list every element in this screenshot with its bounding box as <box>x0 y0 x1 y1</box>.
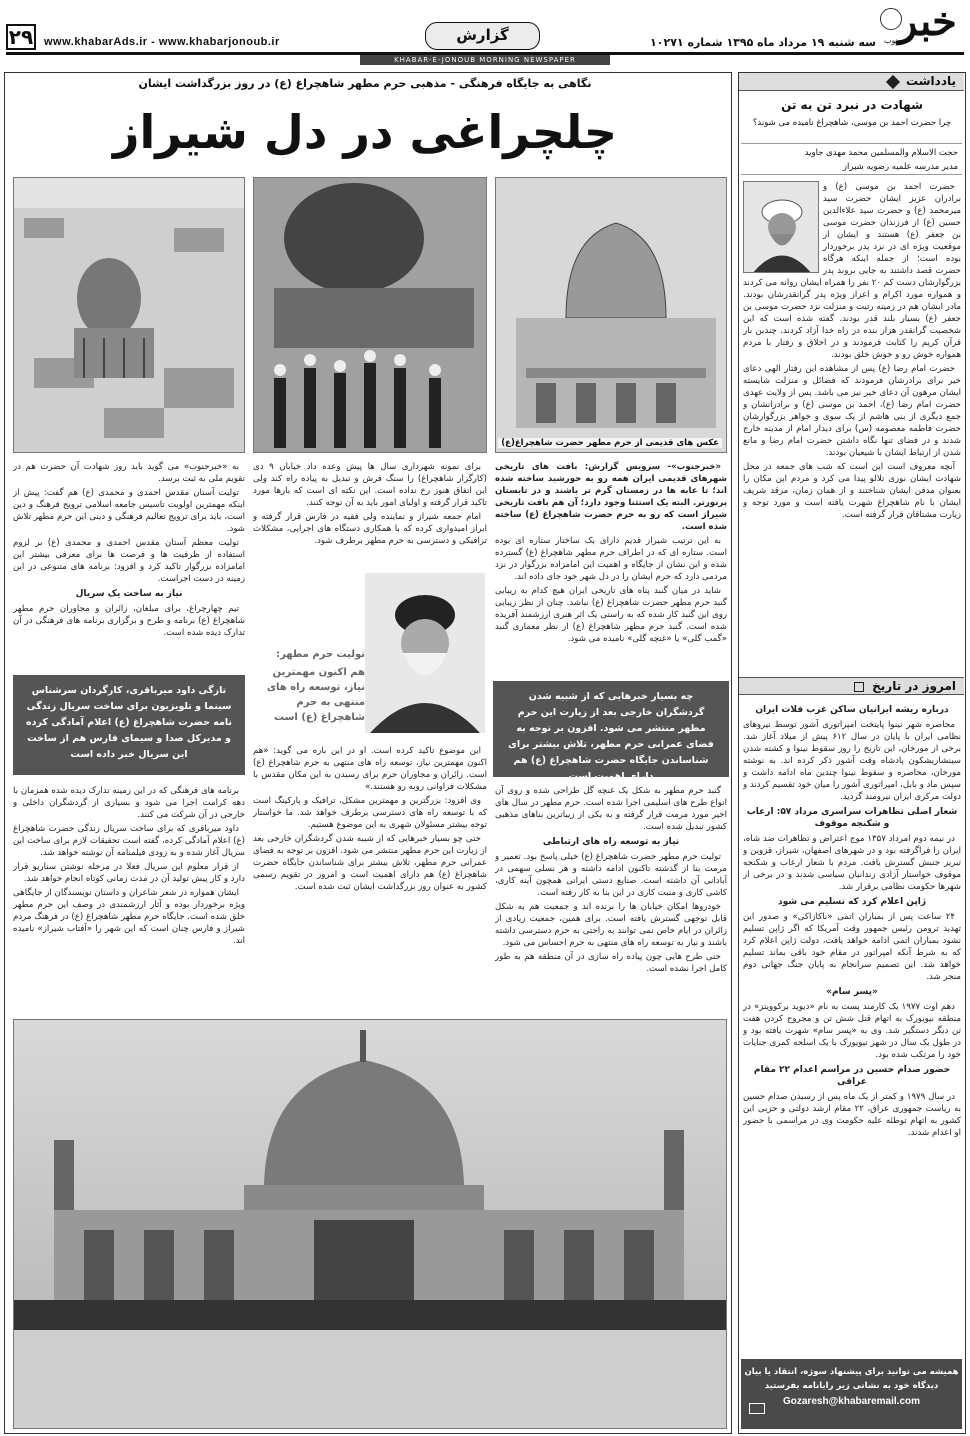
quote-block <box>253 573 487 741</box>
article-paragraph: حتی چو بسیار خبرهایی که از شیبه شدن گردشگران خارجی بعد از زیارت این حرم مطهر منتشر می شود. افزون بر توجه به فضای عمرانی حرم مطهر، تلاش بیشتر برای شناساندن جایگاه حضرت شاهچراغ (ع) هم دارای اهمیت است و امروز در تقویم رسمی کشور به عنوان روز بزرگداشت ایشان ثبت شده است. <box>253 834 487 892</box>
article-paragraph: تیم چهارچراغ، برای مبلغان، زائران و مجاوران حرم مطهر شاهچراغ (ع) برنامه و طرح و برگزاری برنامه های فرهنگی در آن تدارک دیده شده است. <box>13 604 245 638</box>
article-paragraph: به «خبرجنوب» می گوید باید روز شهادت آن حضرت هم در تقویم ملی به ثبت برسد. <box>13 462 245 484</box>
calendar-icon <box>854 682 864 692</box>
website-url[interactable]: www.khabarAds.ir - www.khabarjonoub.ir <box>44 36 280 48</box>
note-paragraph: حضرت احمد بن موسی (ع) و برادران عزیز ایشان حضرت سید میرمحمد (ع) و حضرت سید علاءالدین حسین (ع) از فرزندان حضرت موسی بن جعفر (ع) هستند و ایشان از موقعیت ویژه ای در نزد پدر برخوردار بوده است؛ از جمله اینکه هرگاه حضرت قصد داشتند به جایی بروند پدر بزرگوارشان دست کم ۲۰ نفر را همراه ایشان روانه می کردند و همواره مورد اکرام و اعزاز ویژه پدر گرانقدرشان بودند. مادر ایشان هم در زمینه رتبت و منزلت نزد حضرت موسی بن جعفر (ع) بسیار بلند قدر بودند. گفته شده است که این شخصیت گرانقدر هزار بنده در راه خدا آزاد کردند. چندین بار قرآن کریم را کتابت فرمودند و در اخلاق و رفتار با مردم همواره خوش رو و خوش خلق بودند. <box>743 182 961 360</box>
note-label-bar <box>739 73 964 91</box>
history-title: ژاپن اعلام کرد که تسلیم می شود <box>777 897 927 907</box>
logo-text: خبر <box>898 0 957 45</box>
note-paragraph: آنچه معروف است این است که شب های جمعه در محل شهادت ایشان نوری تلالو پیدا می کرد و مردم این مکان را بعنوان مدفن ایشان شناختند و از همان زمان، مرقد شریف ایشان با نام شاهچراغ شهرت یافته است و مورد توجه و زیارت مشتاقان قرار گرفته است. <box>743 462 961 520</box>
article-headline: چلچراغی در دل شیراز <box>113 105 617 159</box>
history-text: در نیمه دوم امرداد ۱۳۵۷ موج اعتراض و تظاهرات ضد شاه، ایران را فراگرفته بود و در شهرهای اصفهان، شیراز، قزوین و تبریز جنبش گسترش یافت. مردم با شعار ارعاب و شکنجه موقوف خواستار آزادی زندانیان سیاسی شدند و در برخی از شهرها حکومت نظامی برقرار شد. <box>743 834 961 892</box>
article-paragraph: حتی طرح هایی چون پیاده راه سازی در آن منطقه هم به طور کامل اجرا نشده است. <box>495 952 727 974</box>
history-text: در سال ۱۹۷۹ و کمتر از یک ماه پس از رسیدن صدام حسین به ریاست جمهوری عراق، ۲۲ مقام ارشد دولتی و حزبی این کشور به اتهام توطئه علیه حکومت وی در مراسمی با حضور او اعدام شدند. <box>743 1092 961 1138</box>
article-paragraph: از قرار معلوم این سریال فعلا در مرحله نوشتن سناریو قرار دارد و کار پیش تولید آن در مدت زمانی کوتاه انجام خواهد شد. <box>13 862 245 884</box>
pen-icon <box>886 75 900 89</box>
article-paragraph: تولیت معظم آستان مقدس احمدی و محمدی (ع) بر لزوم استفاده از ظرفیت ها و فرصت ها برای معرفی بیشتر این امامزاده بزرگوار تاکید کرد و افزود: برنامه های متنوعی در این زمینه در دست اجراست. <box>13 538 245 584</box>
cleric-photo <box>365 573 485 733</box>
history-text: محاصره شهر نینوا پایتخت امپراتوری آشور توسط نیروهای نظامی ایران با پایان در سال ۶۱۲ پیش از میلاد آغاز شد. برخی از مورخان، این تاریخ را روز سقوط نینوا و کشته شدن سینشاریشکون پادشاه وقت آشور ذکر کرده اند. به نوشته مورخان، محاصره و سقوط نینوا چندین ماه ادامه داشت و سپس ماد و بابل، امپراتوری آشور را میان خود تقسیم کردند و دولت مرکزی ایران نیرومند گردید. <box>743 720 961 802</box>
author-box <box>741 143 962 175</box>
promo-box[interactable] <box>741 1359 962 1429</box>
article-col-2-continued <box>253 745 487 1015</box>
article-paragraph: این موضوع تاکید کرده است. او در این باره می گوید: «هم اکنون مهمترین نیاز، توسعه راه های منتهی به حرم شاهچراغ (ع) است. زائران و مجاوران حرم برای رسیدن به این مکان مقدس با مشکلات فراوانی روبه رو هستند.» <box>253 746 487 792</box>
history-text: دهم اوت ۱۹۷۷ یک کارمند پست به نام «دیوید برکوویتز» در منطقه نیویورک به اتهام قتل شش تن و مجروح کردن هفت تن دیگر دستگیر شد. وی به «پسر سام» شهرت یافته بود و در طول یک سال در شهر نیویورک با یک اسلحه کمری جنایات خود را مرتکب شده بود. <box>743 1002 961 1060</box>
page-number-box: ۲۹ <box>6 24 36 50</box>
note-title: شهادت در نبرد تن به تن <box>781 98 923 112</box>
article-col-1-continued <box>495 785 727 1015</box>
history-title: شعار اصلی تظاهرات سراسری مرداد ۵۷: ارعاب و شکنجه موقوف <box>746 807 958 829</box>
sidebar <box>738 72 966 1434</box>
note-paragraph: حضرت امام رضا (ع) پس از مشاهده این رفتار الهی دعای خیر برای برادرشان فرمودند که فضائل و منزلت شایسته ایشان مرهون آن دعای خیر نیز می باشد. پس از ولایت عهدی حضرت امام رضا (ع)، احمد بن موسی (ع) و برادرانشان و جمع دیگری از بنی هاشم از یک سوی و خواهر بزرگوارشان حضرت فاطمه معصومه (س) برای دیدار امام از مدینه خارج شدند و در فضای تنها نگاه داشتن حضرت امام رضا و مانع شدن از ارتباط ایشان با شیعیان بودند. <box>743 364 961 458</box>
article-paragraph: خودروها امکان خیابان ها را برنده اند و جمعیت هم به شکل قابل توجهی گسترش یافته است. برای همین، جمعیت زیادی از زائران در ایام خاص نمی توانند به راحتی به حرم دسترسی داشته باشند و نیاز به توسعه راه های منتهی به حرم احساس می شود. <box>495 902 727 948</box>
article-paragraph: برای نمونه شهرداری سال ها پیش وعده داد خیابان ۹ دی (کارگزار شاهچراغ) را سنگ فرش و تبدیل به پیاده راه کند ولی این اتفاق هنوز رخ نداده است. این نکته ای است که بارها مورد تاکید قرار گرفته و اولیای امور باید به آن توجه کنند. <box>253 462 487 508</box>
article-paragraph: «خبرجنوب»- سرویس گزارش: بافت های تاریخی شهرهای قدیمی ایران همه رو به خورشید ساخته شده اند؛ تا عابه ها در زمستان گرم تر باشند و در تابستان پرنورتر. البته یک استثنا وجود دارد؛ آن هم بافت تاریخی شیراز است که رو به حرم حضرت شاهچراغ (ع) ساخته شده است. <box>495 462 727 532</box>
article-col-1 <box>495 461 727 676</box>
article-col-2 <box>253 461 487 571</box>
article-paragraph: امام جمعه شیراز و نماینده ولی فقیه در فارس قرار گرفته و ابراز امیدواری کرده که با همکاری دستگاه های اجرایی، مشکلات ترافیکی و دسترسی به حرم مطهر برطرف شود. <box>253 512 487 546</box>
newspaper-subtitle: KHABAR-E-JONOUB MORNING NEWSPAPER <box>360 55 610 65</box>
article-kicker: نگاهی به جایگاه فرهنگی - مذهبی حرم مطهر شاهچراغ (ع) در روز بزرگداشت ایشان <box>138 77 592 90</box>
history-title: حضور صدام حسین در مراسم اعدام ۲۲ مقام عراقی <box>753 1065 951 1087</box>
history-title: درباره ریشه ایرانیان ساکن غرب فلات ایران <box>755 705 949 715</box>
article-paragraph: تولیت آستان مقدس احمدی و محمدی (ع) هم گفت: پیش از اینکه مهمترین اولویت تاسیس جامعه اسلامی ترویج فرهنگ و دین است، باید برای ترویج تعالیم فرهنگی و دینی این حرم مطهر تلاش شود. <box>13 488 245 534</box>
photo-caption: عکس های قدیمی از حرم مطهر حضرت شاهچراغ(ع) <box>498 438 722 448</box>
history-label-bar <box>739 677 964 695</box>
article <box>4 72 732 1434</box>
issue-date: سه شنبه ۱۹ مرداد ماه ۱۳۹۵ شماره ۱۰۲۷۱ <box>650 36 876 49</box>
mail-icon <box>749 1403 765 1414</box>
highlight-box-right: چه بسیار خبرهایی که از شبیه شدن گردشگران خارجی بعد از زیارت این حرم مطهر منتشر می شود. افزون بر توجه به فضای عمرانی حرم مطهر، تلاش بیشتر برای شناساندن جایگاه حضرت شاهچراغ (ع) هم دارای اهمیت است <box>493 681 729 777</box>
quote-text: هم اکنون مهمترین نیاز، توسعه راه های منتهی به حرم شاهچراغ (ع) است <box>266 667 365 723</box>
photo-dome-construction <box>253 177 487 453</box>
article-col-3-continued <box>13 785 245 1015</box>
article-subheading: نیاز به ساخت یک سریال <box>75 589 183 599</box>
article-paragraph: به این ترتیب شیراز قدیم دارای یک ساختار ستاره ای بوده است. ستاره ای که در اطراف حرم مطهر شاهچراغ (ع) گسترده شده و این نشان از جایگاه و اهمیت این امامزاده بزرگوار در نزد مردمی دارد که حرم ایشان را در دل شهر خود جای داده اند. <box>495 536 727 582</box>
highlight-box-left: تازگی داود میرباقری، کارگردان سرشناس سینما و تلویزیون برای ساخت سریال زندگی نامه حضرت شاهچراغ (ع) اعلام آمادگی کرده و مدیرکل صدا و سیمای فارس هم از ساخت این سریال خبر داده است <box>13 675 245 775</box>
article-paragraph: ایشان همواره در شعر شاعران و داستان نویسندگان از جایگاهی ویژه برخوردار بوده و آثار ارزشمندی در وصف این حرم مطهر خلق شده است. جایگاه حرم مطهر شاهچراغ (ع) در فرهنگ مردم شیراز و فارس چنان است که این شهر را «آفتاب شیراز» نامیده اند. <box>13 888 245 946</box>
author-title: مدیر مدرسه علمیه رضویه شیراز <box>842 162 958 172</box>
article-paragraph: داود میرباقری که برای ساخت سریال زندگی حضرت شاهچراغ (ع) اعلام آمادگی کرده، گفته است تحقیقات لازم برای ساخت این سریال آغاز شده و به زودی فیلمنامه آن نوشته خواهد شد. <box>13 824 245 858</box>
photo-old-shrine <box>495 177 727 453</box>
promo-line-2: دیدگاه خود به نشانی زیر رایانامه بفرستید <box>764 1381 939 1391</box>
article-subheading: نیاز به توسعه راه های ارتباطی <box>542 837 680 847</box>
article-paragraph: تولیت حرم مطهر حضرت شاهچراغ (ع) خیلی پاسخ بود. تعمیر و مرمت بنا از گذشته تاکنون ادامه داشته و هر نسلی سهمی در آبادانی آن داشته است. صنایع دستی ایرانی همچون آینه کاری، کاشی کاری و منبت کاری در این بنا به کار رفته است. <box>495 852 727 898</box>
author-name: حجت الاسلام والمسلمین محمد مهدی جاوید <box>804 148 958 158</box>
promo-email[interactable]: Gozaresh@khabaremail.com <box>782 1396 921 1407</box>
article-paragraph: وی افزود: بزرگترین و مهمترین مشکل، ترافیک و پارکینگ است که با توسعه راه های دسترسی برطرف خواهد شد. ما خواستار توجه بیشتر مسئولان شهری به این موضوع هستیم. <box>253 796 487 830</box>
history-text: ۲۴ ساعت پس از بمباران اتمی «ناکازاکی» و صدور این تهدید ترومن رئیس جمهور وقت آمریکا که اگر ژاپن تسلیم نشود بمباران اتمی ادامه خواهد یافت، دولت ژاپن اعلام کرد که به شرط آنکه امپراتور در مقام خود باقی بماند تسلیم خواهد شد. این تصمیم سرانجام به پایان جنگ جهانی دوم منجر شد. <box>743 912 961 982</box>
logo-small-text: جنوب <box>884 36 904 45</box>
quote-title: تولیت حرم مطهر: <box>276 649 365 660</box>
note-label: یادداشت <box>906 74 956 88</box>
note-subtitle: چرا حضرت احمد بن موسی، شاهچراغ نامیده می شوند؟ <box>752 118 952 128</box>
masthead <box>0 0 970 64</box>
logo[interactable] <box>880 0 966 52</box>
history-body <box>743 701 961 1349</box>
section-tab[interactable]: گزارش <box>425 22 540 50</box>
note-body <box>743 181 961 675</box>
promo-line-1: همیشه می توانید برای پیشنهاد سوژه، انتقاد یا بیان <box>744 1367 959 1377</box>
photo-city-aerial <box>13 177 245 453</box>
history-label: امروز در تاریخ <box>872 679 956 693</box>
photo-shrine-courtyard <box>13 1019 727 1429</box>
history-title: «پسر سام» <box>826 987 878 997</box>
article-paragraph: گنبد حرم مطهر به شکل یک غنچه گل طراحی شده و روی آن انواع طرح های اسلیمی اجرا شده است. حرم مطهر در سال های اخیر مورد مرمت قرار گرفته و به یکی از زیباترین بناهای مذهبی کشور تبدیل شده است. <box>495 786 727 832</box>
article-paragraph: برنامه های فرهنگی که در این زمینه تدارک دیده شده همزمان با دهه کرامت اجرا می شود و بسیاری از گردشگران داخلی و خارجی در آن شرکت می کنند. <box>13 786 245 820</box>
article-paragraph: شاید در میان گنبد پناه های تاریخی ایران هیچ کدام به زیبایی گنبد حرم مطهر حضرت شاهچراغ (ع) نباشد. چنان از نظر زیبایی روی این گنبد کار شده که به راستی یک اثر هنری ارزشمند آفریده شده است. گنبد حرم مطهر شاهچراغ (ع) از نظر معماری گنبد «گمب گلی» یا «غنچه گلی» نامیده می شود. <box>495 586 727 644</box>
